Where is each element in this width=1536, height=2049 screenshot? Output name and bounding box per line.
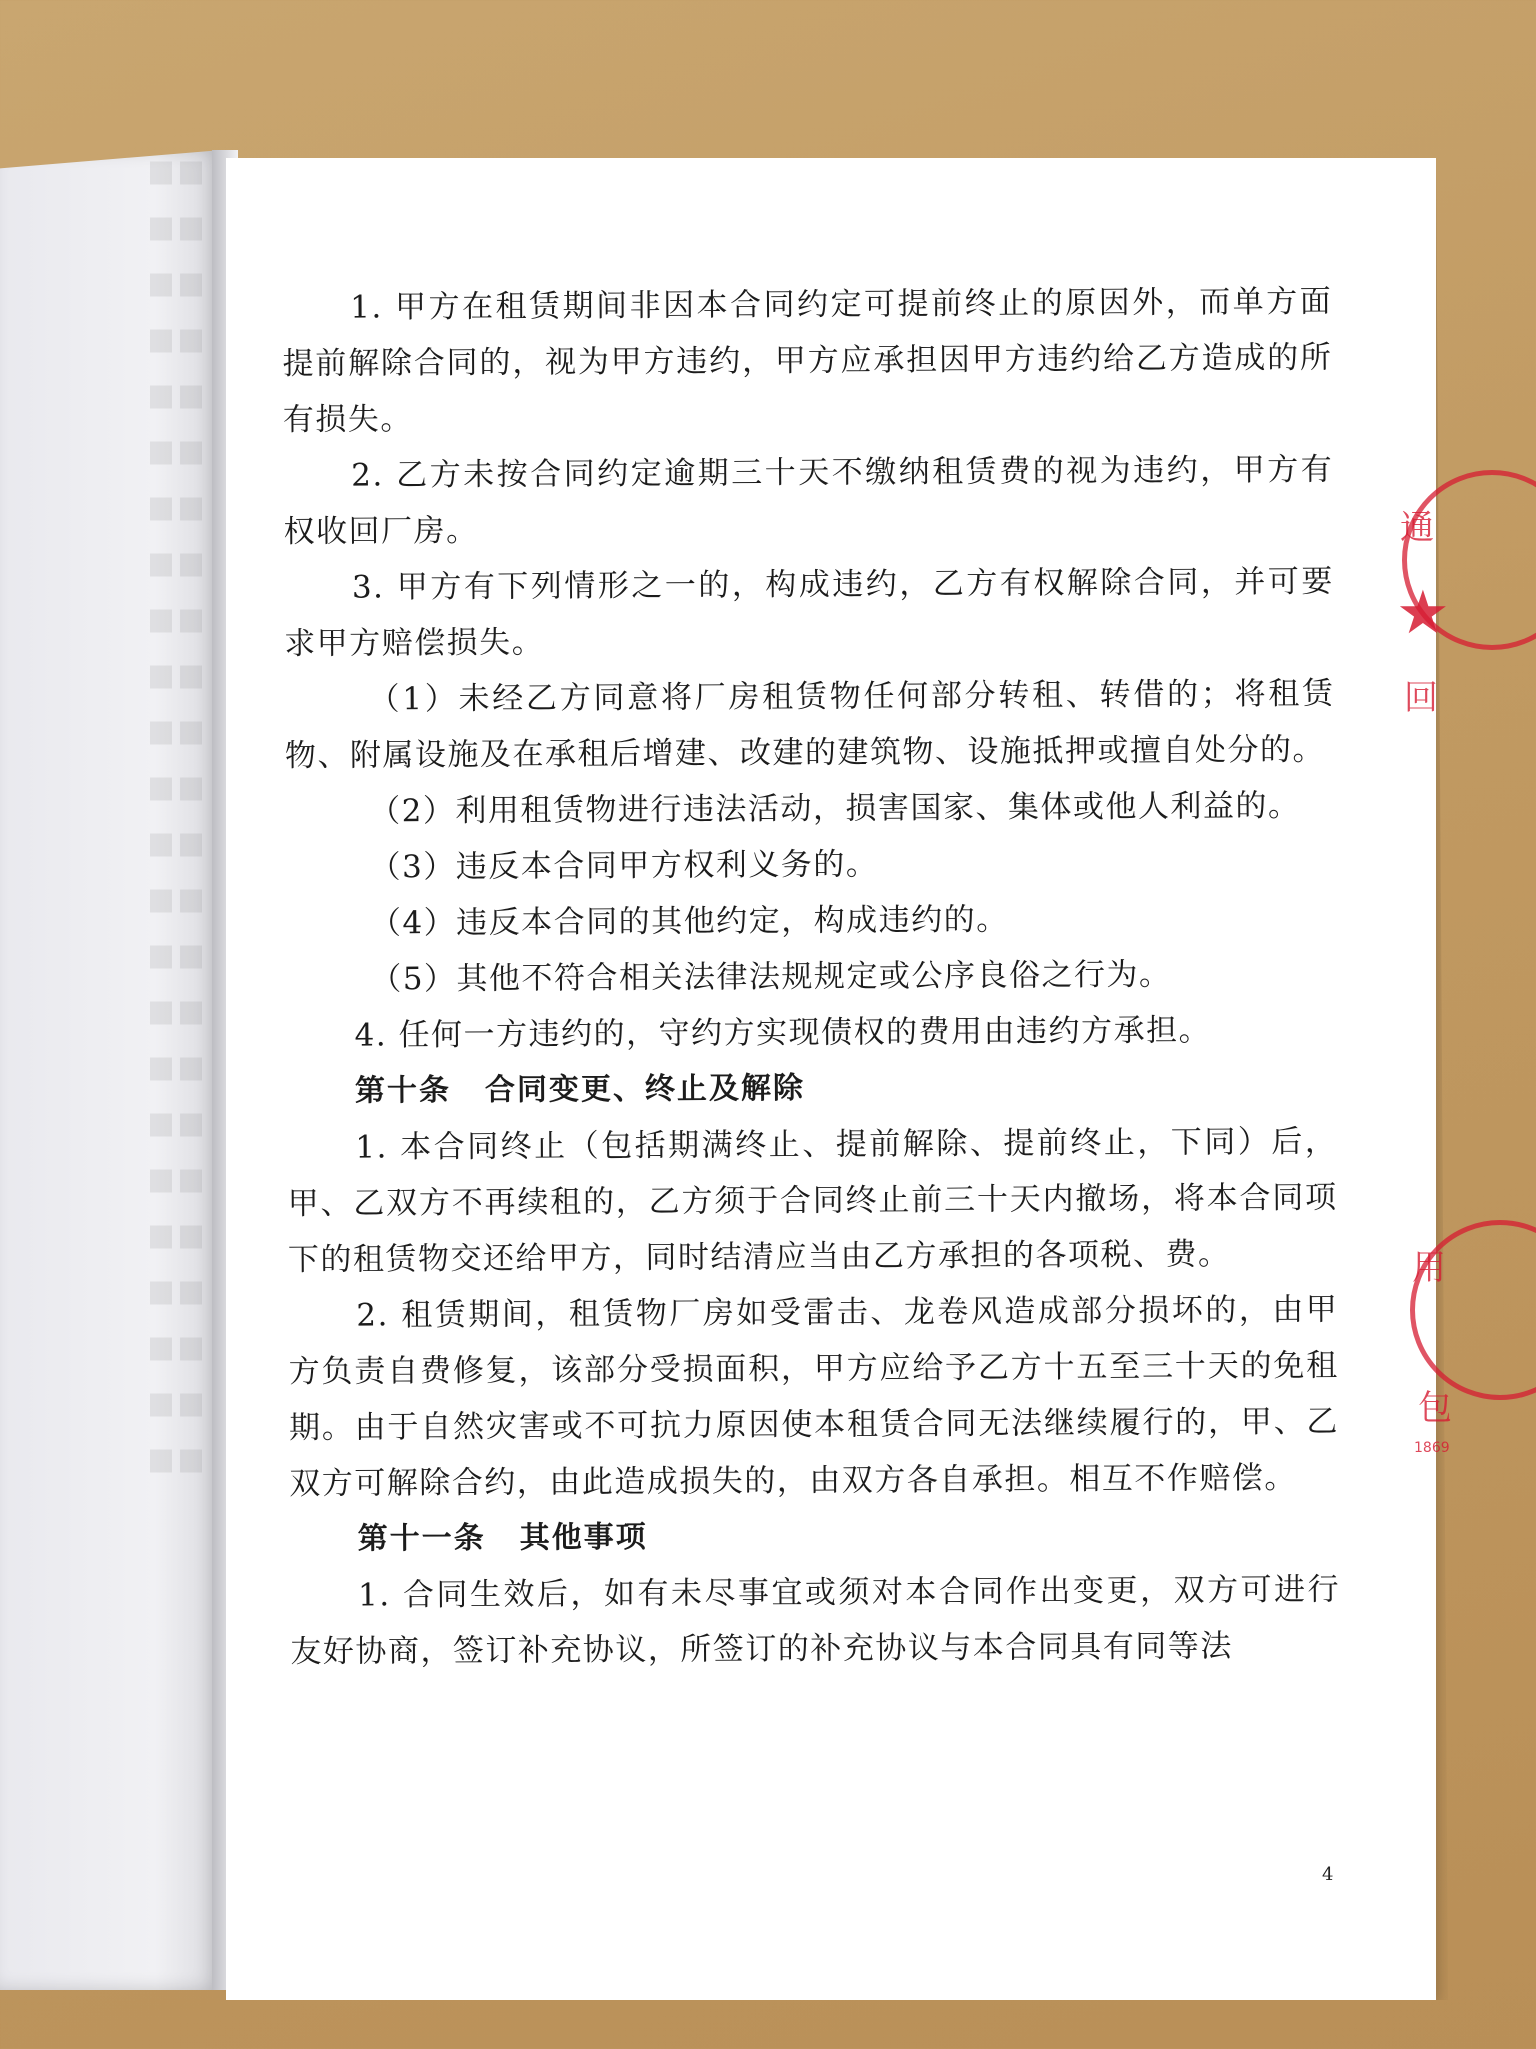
breach-item-2: （2）利用租赁物进行违法活动，损害国家、集体或他人利益的。 [369,787,1301,830]
breach-clause-4: 4. 任何一方违约的，守约方实现债权的费用由违约方承担。 [354,1012,1212,1054]
seal-top-char: 通 [1400,508,1434,548]
breach-clause-3: 3. 甲方有下列情形之一的，构成违约，乙方有权解除合同，并可要求甲方赔偿损失。 [284,563,1334,662]
left-page-bleed-through [0,150,222,1990]
page-number: 4 [1322,1864,1334,1885]
article-10-clause-1: 1. 本合同终止（包括期满终止、提前解除、提前终止，下同）后，甲、乙双方不再续租的，乙方须于合同终止前三十天内撤场，将本合同项下的租赁物交还给甲方，同时结清应当由乙方承担的各项税、费。 [287,1123,1338,1278]
seal-bottom-char: 用 [1412,1248,1446,1288]
breach-item-4: （4）违反本合同的其他约定，构成违约的。 [369,901,1009,942]
seal-bottom-text: 1869 [1414,1440,1450,1456]
breach-clause-1: 1. 甲方在租赁期间非因本合同约定可提前终止的原因外，而单方面提前解除合同的，视为甲方违约，甲方应承担因甲方违约给乙方造成的所有损失。 [282,283,1333,438]
article-10-title: 合同变更、终止及解除 [484,1070,806,1108]
seal-bottom-char-2: 包 [1418,1388,1452,1428]
breach-clause-2: 2. 乙方未按合同约定逾期三十天不缴纳租赁费的视为违约，甲方有权收回厂房。 [283,451,1334,550]
article-10-clause-2: 2. 租赁期间，租赁物厂房如受雷击、龙卷风造成部分损坏的，由甲方负责自费修复，该部分受损面积，甲方应给予乙方十五至三十天的免租期。由于自然灾害或不可抗力原因使本租赁合同无法继续履行的，甲、乙双方可解除合约，由此造成损失的，由双方各自承担。相互不作赔偿。 [288,1291,1340,1502]
breach-item-1: （1）未经乙方同意将厂房租赁物任何部分转租、转借的；将租赁物、附属设施及在承租后增建、改建的建筑物、设施抵押或擅自处分的。 [284,675,1335,774]
seal-star-icon: ★ [1396,578,1450,648]
article-11-clause-1: 1. 合同生效后，如有未尽事宜或须对本合同作出变更，双方可进行友好协商，签订补充协议，所签订的补充协议与本合同具有同等法 [290,1571,1341,1670]
contract-body [282,274,1341,1680]
article-11-title: 其他事项 [519,1519,648,1556]
article-11-heading [290,1506,1340,1568]
article-10-heading [287,1058,1337,1120]
breach-item-5: （5）其他不符合相关法律法规规定或公序良俗之行为。 [370,956,1172,998]
seal-top-char-2: 回 [1404,678,1438,718]
breach-item-3: （3）违反本合同甲方权利义务的。 [369,846,879,886]
article-10-number: 第十条 [354,1072,452,1109]
article-11-number: 第十一条 [357,1520,486,1557]
